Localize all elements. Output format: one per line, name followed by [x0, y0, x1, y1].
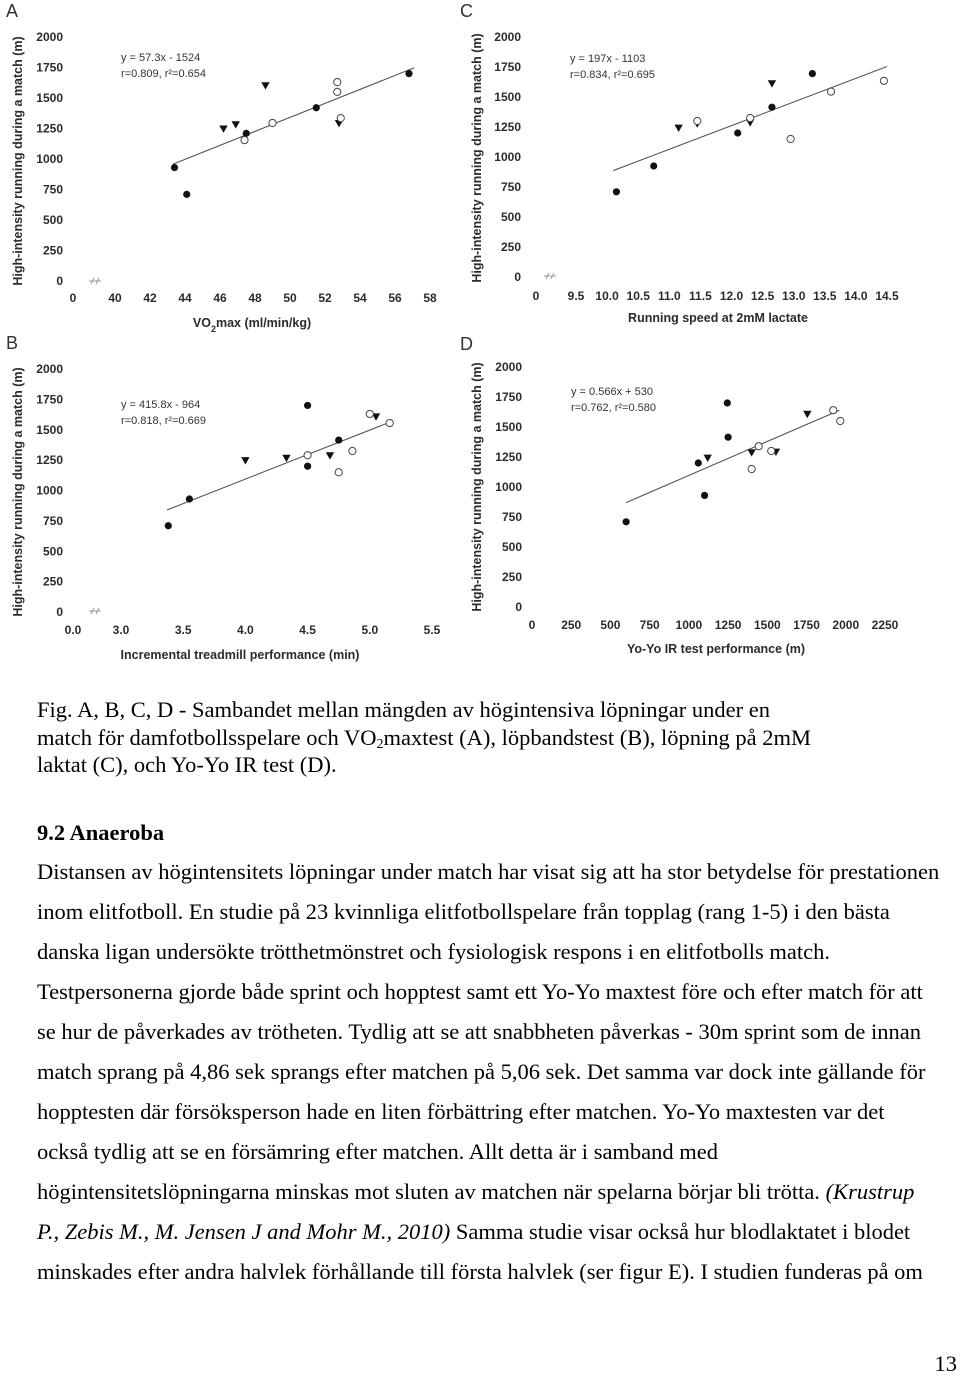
y-tick-label: 1750 [36, 392, 63, 407]
regression-line [173, 68, 415, 165]
data-point-triangle-down [219, 126, 227, 133]
y-tick-label: 1500 [36, 91, 63, 105]
caption-line: Fig. A, B, C, D - Sambandet mellan mängden av högintensiva löpningar under en [37, 697, 770, 722]
data-point-open-circle [830, 407, 837, 414]
data-point-triangle-down [261, 82, 269, 89]
data-point-open-circle [837, 417, 844, 424]
scatter-panel-a [6, 1, 437, 334]
data-point-open-circle [241, 136, 248, 143]
y-tick-label: 250 [500, 240, 521, 254]
panel-label: A [6, 1, 19, 21]
section-heading: 9.2 Anaeroba [37, 820, 165, 845]
y-tick-label: 750 [500, 180, 521, 194]
y-axis-label: High-intensity running during a match (m) [11, 36, 25, 286]
x-axis-label-post: max (ml/min/kg) [215, 316, 312, 330]
x-axis-label: Yo-Yo IR test performance (m) [626, 642, 806, 656]
regression-line [167, 421, 392, 510]
data-point-filled-circle [335, 436, 342, 443]
paragraph-text: högintensitetslöpningarna minskas mot sluten av matchen när spelarna börjar bli trötta. [37, 1179, 826, 1204]
data-point-filled-circle [725, 434, 732, 441]
caption-text: match för damfotbollsspelare och VO [37, 724, 377, 750]
y-tick-label: 750 [42, 513, 63, 528]
y-tick-label: 1000 [495, 480, 522, 494]
x-tick-label: 750 [639, 618, 660, 632]
x-tick-label: 12.0 [719, 289, 744, 303]
x-tick-label: 44 [178, 291, 192, 305]
axis-break-mark [89, 608, 101, 614]
panel-label: B [6, 333, 19, 353]
data-point-open-circle [768, 447, 775, 454]
data-point-open-circle [366, 410, 373, 417]
paragraph-line: match sprang på 4,86 sek sprangs efter matchen på 5,06 sek. Det samma var dock inte gällande för [37, 1059, 926, 1084]
data-point-triangle-down [282, 455, 290, 462]
y-tick-label: 1750 [495, 390, 522, 404]
regression-equation: y = 415.8x - 964 [121, 399, 201, 411]
data-point-filled-circle [186, 495, 193, 502]
x-tick-label: 40 [108, 291, 122, 305]
y-tick-label: 1500 [36, 422, 63, 437]
data-point-open-circle [747, 114, 754, 121]
x-tick-label: 250 [561, 618, 582, 632]
data-point-open-circle [269, 119, 276, 126]
x-tick-label: 5.0 [361, 623, 379, 637]
data-point-filled-circle [701, 492, 708, 499]
x-tick-label: 500 [600, 618, 621, 632]
scatter-panel-c [460, 1, 899, 325]
y-tick-label: 1750 [494, 60, 521, 74]
x-tick-label: 1000 [675, 618, 703, 632]
x-tick-label: 11.5 [689, 289, 712, 303]
figure-caption [37, 696, 811, 779]
x-tick-label: 14.5 [875, 289, 899, 303]
x-tick-label: 56 [388, 291, 402, 305]
data-point-triangle-down [747, 449, 755, 456]
x-axis-label-sub: 2 [210, 324, 216, 334]
x-tick-label: 2000 [832, 618, 860, 632]
y-tick-label: 1500 [494, 90, 521, 104]
data-point-open-circle [349, 447, 356, 454]
data-point-open-circle [335, 469, 342, 476]
x-tick-label: 4.0 [237, 623, 254, 637]
data-point-triangle-down [768, 80, 776, 87]
y-axis-label: High-intensity running during a match (m) [470, 33, 484, 283]
x-tick-label: 0 [528, 618, 536, 632]
x-tick-label: 9.5 [567, 289, 585, 303]
paragraph-line: minskades efter andra halvlek förhållande till första halvlek (ser figur E). I studien funderas på om [37, 1259, 923, 1284]
data-point-triangle-down [704, 455, 712, 462]
y-tick-label: 0 [515, 600, 522, 614]
data-point-filled-circle [304, 402, 311, 409]
body-paragraph [37, 852, 939, 1292]
x-axis-label: Running speed at 2mM lactate [628, 311, 808, 325]
correlation-stats: r=0.834, r²=0.695 [570, 69, 656, 81]
y-tick-label: 1250 [495, 450, 522, 464]
caption-line [37, 724, 811, 752]
data-point-filled-circle [724, 399, 731, 406]
x-tick-label: 48 [248, 291, 262, 305]
regression-equation: y = 0.566x + 530 [571, 386, 653, 398]
regression-equation: y = 197x - 1103 [570, 53, 646, 65]
paragraph-line [37, 1212, 939, 1252]
y-tick-label: 500 [42, 213, 63, 227]
y-tick-label: 250 [42, 243, 63, 258]
x-tick-label: 54 [353, 291, 367, 305]
y-tick-label: 750 [42, 182, 63, 197]
data-point-open-circle [694, 117, 701, 124]
x-tick-label: 5.5 [423, 623, 441, 637]
x-tick-label: 11.0 [657, 289, 681, 303]
x-tick-label: 12.5 [750, 289, 775, 303]
x-tick-label: 50 [283, 291, 297, 305]
regression-line [626, 410, 839, 502]
data-point-filled-circle [183, 191, 190, 198]
x-tick-label: 4.5 [299, 623, 316, 637]
caption-text: maxtest (A), löpbandstest (B), löpning på 2mM [383, 724, 811, 750]
x-tick-label: 1750 [793, 618, 820, 632]
citation-text: P., Zebis M., M. Jensen J and Mohr M., 2010) [37, 1219, 451, 1244]
data-point-open-circle [304, 452, 311, 459]
data-point-triangle-down [803, 411, 811, 418]
y-tick-label: 1000 [494, 150, 521, 164]
data-point-filled-circle [734, 129, 741, 136]
correlation-stats: r=0.818, r²=0.669 [121, 415, 207, 427]
axis-break-mark [89, 278, 101, 284]
y-tick-label: 2000 [495, 360, 522, 374]
x-tick-label-origin: 0 [69, 291, 77, 305]
panel-label: D [460, 334, 473, 354]
data-point-open-circle [337, 115, 344, 122]
y-tick-label: 0 [514, 270, 521, 284]
data-point-triangle-down [674, 125, 682, 132]
data-point-open-circle [334, 88, 341, 95]
data-point-triangle-down [241, 457, 249, 464]
data-point-open-circle [787, 135, 794, 142]
y-tick-label: 1000 [36, 483, 63, 498]
data-point-open-circle [386, 419, 393, 426]
x-axis-label-pre: VO [192, 316, 211, 330]
data-point-open-circle [827, 88, 834, 95]
x-tick-label: 52 [318, 291, 332, 305]
data-point-filled-circle [171, 164, 178, 171]
data-point-open-circle [880, 77, 887, 84]
y-tick-label: 1250 [36, 453, 63, 468]
x-tick-label: 13.5 [813, 289, 837, 303]
paragraph-line: också tydlig att se en försämring efter matchen. Allt detta är i samband med [37, 1139, 719, 1164]
data-point-filled-circle [304, 463, 311, 470]
data-point-filled-circle [243, 130, 250, 137]
y-tick-label: 1750 [36, 60, 63, 75]
panel-label: C [460, 1, 473, 21]
scatter-figure [0, 0, 960, 670]
data-point-open-circle [755, 443, 762, 450]
y-tick-label: 0 [56, 274, 63, 288]
scatter-panel-d [460, 334, 899, 656]
x-axis-label [193, 316, 311, 334]
data-point-filled-circle [809, 70, 816, 77]
x-tick-label-origin: 0 [532, 289, 540, 303]
x-tick-label: 13.0 [782, 289, 806, 303]
data-point-filled-circle [165, 522, 172, 529]
paragraph-line: Distansen av högintensitets löpningar under match har visat sig att ha stor betydelse för prestationen [37, 859, 940, 884]
paragraph-line: se hur de påverkades av trötheten. Tydlig att se att snabbheten påverkas - 30m sprint som de innan [37, 1019, 922, 1044]
y-tick-label: 250 [42, 574, 63, 589]
x-tick-label: 3.5 [174, 623, 192, 637]
y-tick-label: 1250 [36, 121, 63, 136]
scatter-panel-b [6, 333, 441, 662]
x-tick-label: 1500 [753, 618, 781, 632]
y-tick-label: 500 [42, 544, 63, 559]
y-tick-label: 1000 [36, 152, 63, 166]
x-tick-label: 46 [213, 291, 227, 305]
y-tick-label: 500 [501, 540, 522, 554]
data-point-open-circle [748, 465, 755, 472]
correlation-stats: r=0.809, r²=0.654 [121, 68, 207, 80]
x-tick-label: 58 [423, 291, 437, 305]
x-tick-label: 3.0 [112, 623, 130, 637]
data-point-open-circle [334, 79, 341, 86]
y-axis-label: High-intensity running during a match (m) [11, 367, 25, 617]
y-tick-label: 2000 [36, 362, 63, 376]
data-point-filled-circle [613, 188, 620, 195]
x-tick-label: 1250 [714, 618, 742, 632]
x-tick-label-origin: 0.0 [64, 623, 82, 637]
caption-line: laktat (C), och Yo-Yo IR test (D). [37, 752, 337, 778]
paragraph-text: Samma studie visar också hur blodlaktatet i blodet [450, 1219, 911, 1244]
regression-equation: y = 57.3x - 1524 [121, 52, 201, 64]
paragraph-line: hopptesten där försöksperson hade en liten förbättring efter matchen. Yo-Yo maxtesten var det [37, 1099, 885, 1124]
y-tick-label: 2000 [494, 30, 521, 44]
y-tick-label: 1250 [494, 120, 521, 134]
y-tick-label: 0 [56, 605, 63, 619]
paragraph-line: inom elitfotboll. En studie på 23 kvinnliga elitfotbollspelare från topplag (rang 1-5) i den bästa [37, 899, 890, 924]
y-tick-label: 2000 [36, 30, 63, 44]
correlation-stats: r=0.762, r²=0.580 [571, 402, 657, 414]
paragraph-line: Testpersonerna gjorde både sprint och hopptest samt ett Yo-Yo maxtest före och efter match för att [37, 979, 923, 1004]
page-number: 13 [934, 1351, 957, 1376]
x-tick-label: 10.0 [595, 289, 619, 303]
x-tick-label: 2250 [871, 618, 899, 632]
x-tick-label: 14.0 [844, 289, 868, 303]
paragraph-line [37, 1172, 939, 1212]
y-tick-label: 500 [500, 210, 521, 224]
data-point-filled-circle [623, 518, 630, 525]
x-axis-label: Incremental treadmill performance (min) [120, 648, 360, 662]
paragraph-line: danska ligan undersökte trötthetmönstret och fysiologisk respons i en elitfotbolls match. [37, 939, 830, 964]
data-point-filled-circle [695, 459, 702, 466]
data-point-filled-circle [313, 104, 320, 111]
x-tick-label: 10.5 [626, 289, 650, 303]
data-point-filled-circle [650, 162, 657, 169]
citation-text: (Krustrup [825, 1179, 915, 1204]
y-tick-label: 750 [501, 510, 522, 524]
data-point-triangle-down [326, 452, 334, 459]
data-point-filled-circle [768, 104, 775, 111]
y-tick-label: 1500 [495, 420, 522, 434]
y-axis-label: High-intensity running during a match (m) [470, 362, 484, 612]
data-point-filled-circle [405, 70, 412, 77]
data-point-triangle-down [232, 121, 240, 128]
axis-break-mark [544, 273, 556, 279]
caption-subscript: 2 [376, 736, 384, 752]
y-tick-label: 250 [501, 570, 522, 584]
x-tick-label: 42 [143, 291, 157, 305]
